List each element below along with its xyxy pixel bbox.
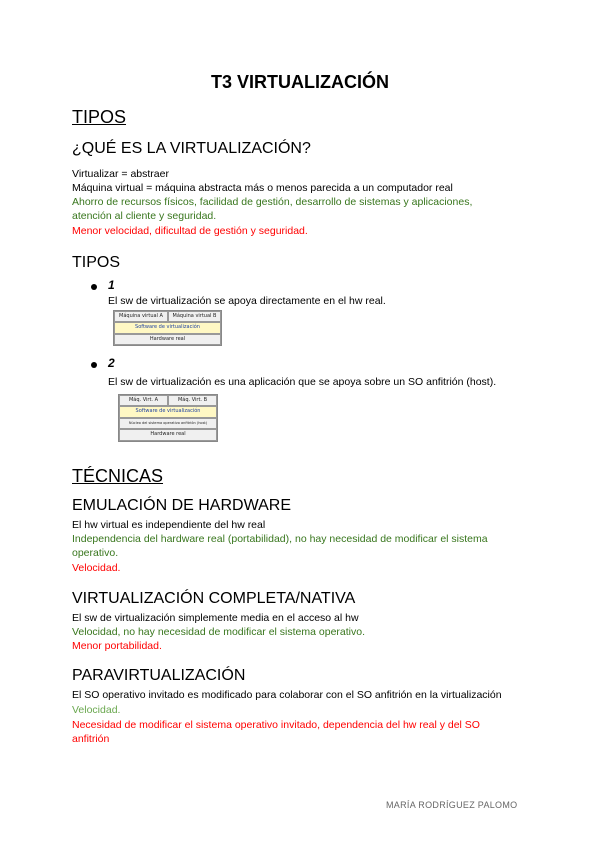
- tipo-number-2: 2: [108, 356, 115, 370]
- diagram-vm-a: Máq. Virt. A: [119, 395, 168, 406]
- tipo-1-text: El sw de virtualización se apoya directamente en el hw real.: [108, 295, 386, 307]
- document-title: T3 VIRTUALIZACIÓN: [211, 72, 389, 92]
- heading-que-es: ¿QUÉ ES LA VIRTUALIZACIÓN?: [72, 140, 311, 157]
- para-con-2: anfitrión: [72, 733, 110, 745]
- diagram-hardware: Hardware real: [119, 429, 217, 441]
- advantages-line-2: atención al cliente y seguridad.: [72, 210, 217, 222]
- diagram-software: Software de virtualización: [119, 406, 217, 418]
- section-heading-tipos: TIPOS: [72, 107, 127, 127]
- footer-author: MARÍA RODRÍGUEZ PALOMO: [386, 800, 518, 810]
- tipo-number-1: 1: [108, 278, 115, 292]
- emulacion-pro-2: operativo.: [72, 547, 119, 559]
- completa-text: El sw de virtualización simplemente media en el acceso al hw: [72, 612, 359, 624]
- completa-pro: Velocidad, no hay necesidad de modificar el sistema operativo.: [72, 626, 366, 638]
- emulacion-con: Velocidad.: [72, 562, 121, 574]
- heading-tipos: TIPOS: [72, 254, 121, 271]
- bullet-dot-icon: [91, 284, 97, 290]
- para-con-1: Necesidad de modificar el sistema operativo invitado, dependencia del hw real y del SO: [72, 719, 480, 731]
- diagram-tipo-2: [118, 394, 218, 442]
- diagram-vm-b: Máquina virtual B: [168, 311, 221, 322]
- heading-completa: VIRTUALIZACIÓN COMPLETA/NATIVA: [72, 590, 356, 607]
- emulacion-text: El hw virtual es independiente del hw real: [72, 519, 266, 531]
- diagram-vm-b: Máq. Virt. B: [168, 395, 217, 406]
- bullet-dot-icon: [91, 362, 97, 368]
- diagram-vm-a: Máquina virtual A: [114, 311, 168, 322]
- section-heading-tecnicas: TÉCNICAS: [72, 466, 164, 486]
- text-virtualizar: Virtualizar = abstraer: [72, 168, 169, 180]
- emulacion-pro-1: Independencia del hardware real (portabilidad), no hay necesidad de modificar el sistema: [72, 533, 488, 545]
- text-maquina-virtual: Máquina virtual = máquina abstracta más o menos parecida a un computador real: [72, 182, 453, 194]
- advantages-line-1: Ahorro de recursos físicos, facilidad de gestión, desarrollo de sistemas y aplicaciones,: [72, 196, 473, 208]
- heading-para: PARAVIRTUALIZACIÓN: [72, 667, 246, 684]
- diagram-software: Software de virtualización: [114, 322, 221, 334]
- diagram-hardware: Hardware real: [114, 334, 221, 345]
- tipo-2-text: El sw de virtualización es una aplicación que se apoya sobre un SO anfitrión (host).: [108, 376, 497, 388]
- para-text: El SO operativo invitado es modificado para colaborar con el SO anfitrión en la virtualización: [72, 689, 502, 701]
- disadvantages: Menor velocidad, dificultad de gestión y seguridad.: [72, 225, 308, 237]
- heading-emulacion: EMULACIÓN DE HARDWARE: [72, 497, 291, 514]
- diagram-host-os: Núcleo del sistema operativo anfitrión (host): [119, 418, 217, 429]
- completa-con: Menor portabilidad.: [72, 640, 162, 652]
- diagram-tipo-1: [113, 310, 222, 346]
- para-pro: Velocidad.: [72, 704, 121, 716]
